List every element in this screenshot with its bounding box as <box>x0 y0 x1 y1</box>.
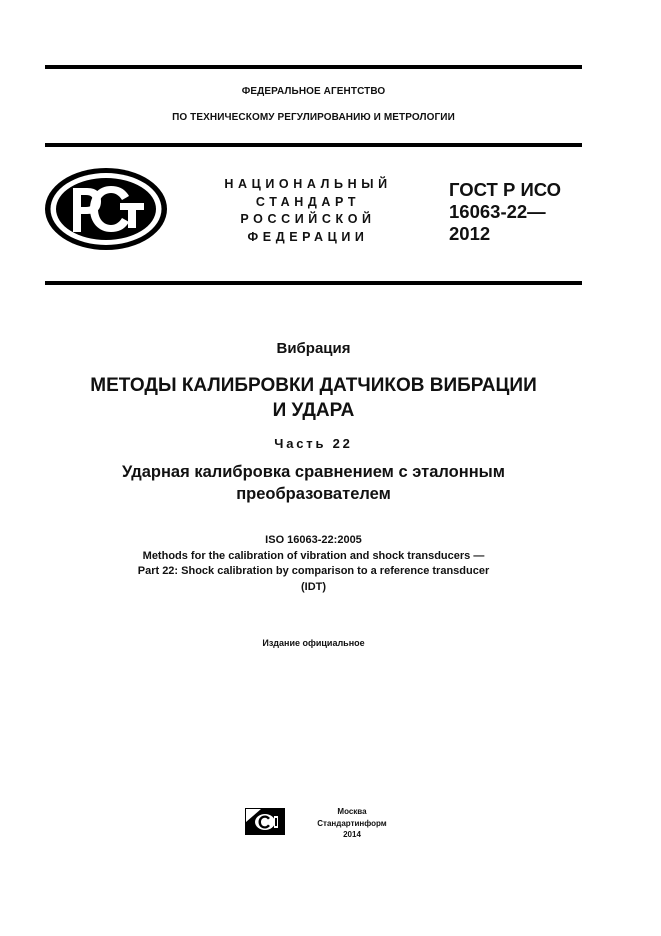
main-title-line2: И УДАРА <box>272 400 355 421</box>
agency-name-line2: ПО ТЕХНИЧЕСКОМУ РЕГУЛИРОВАНИЮ И МЕТРОЛОГИИ <box>172 112 455 123</box>
publisher-city: Москва <box>337 807 367 816</box>
agency-name-line1: ФЕДЕРАЛЬНОЕ АГЕНТСТВО <box>241 86 386 97</box>
national-standard-label <box>208 176 408 246</box>
iso-title-line3: (IDT) <box>300 580 327 593</box>
publisher-info <box>310 806 394 841</box>
part-title <box>45 461 582 505</box>
part-number: Часть 22 <box>274 436 353 451</box>
part-title-line2: преобразователем <box>236 485 391 503</box>
iso-title-line1: Methods for the calibration of vibration and shock transducers — <box>142 549 485 562</box>
header-rule <box>45 143 582 147</box>
publication-year: 2014 <box>343 830 361 839</box>
national-line: СТАНДАРТ <box>255 194 361 209</box>
edition-label: Издание официальное <box>262 638 365 648</box>
top-rule <box>45 65 582 69</box>
standard-designation <box>449 179 561 245</box>
main-title-line1: МЕТОДЫ КАЛИБРОВКИ ДАТЧИКОВ ВИБРАЦИИ <box>90 375 537 396</box>
standartinform-logo-icon <box>245 808 285 835</box>
iso-reference <box>45 533 582 595</box>
iso-code: ISO 16063-22:2005 <box>265 534 362 546</box>
bottom-rule <box>45 281 582 285</box>
designation-line1: ГОСТ Р ИСО <box>449 179 562 200</box>
national-line: ФЕДЕРАЦИИ <box>247 229 369 244</box>
part-title-line1: Ударная калибровка сравнением с эталонным <box>122 463 505 481</box>
rst-mark-icon <box>43 166 169 252</box>
designation-line2: 16063-22— <box>449 201 546 222</box>
national-line: РОССИЙСКОЙ <box>240 212 376 226</box>
national-line: НАЦИОНАЛЬНЫЙ <box>224 177 392 191</box>
subject-heading: Вибрация <box>276 340 351 357</box>
main-title <box>45 373 582 423</box>
designation-line3: 2012 <box>449 223 491 244</box>
iso-title-line2: Part 22: Shock calibration by comparison to a reference transducer <box>137 565 490 577</box>
publisher-name: Стандартинформ <box>317 818 387 828</box>
